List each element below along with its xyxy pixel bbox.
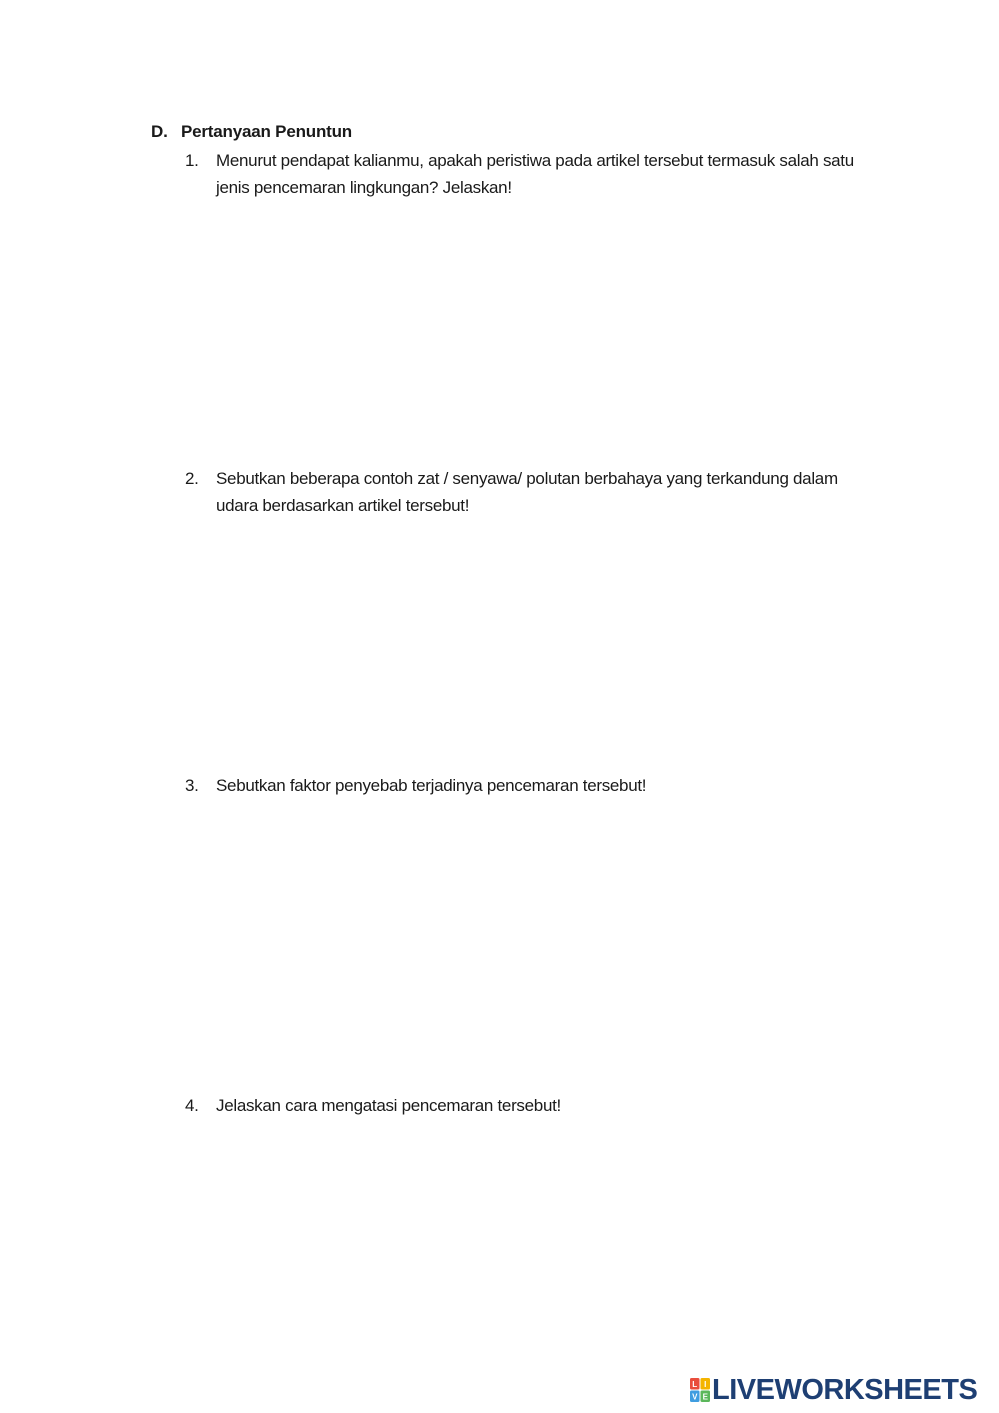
question-1 bbox=[185, 147, 875, 201]
question-3 bbox=[185, 772, 875, 799]
question-text: Menurut pendapat kalianmu, apakah peristiwa pada artikel tersebut termasuk salah satu jenis pencemaran lingkungan? Jelaskan! bbox=[216, 151, 854, 197]
question-2 bbox=[185, 465, 875, 519]
question-number: 1. bbox=[185, 151, 199, 170]
svg-text:E: E bbox=[702, 1392, 708, 1402]
svg-text:L: L bbox=[692, 1380, 698, 1389]
question-4 bbox=[185, 1092, 875, 1119]
section-title: Pertanyaan Penuntun bbox=[181, 122, 352, 141]
question-number: 4. bbox=[185, 1096, 199, 1115]
liveworksheets-logo-mark-icon bbox=[690, 1378, 710, 1402]
question-number: 3. bbox=[185, 776, 199, 795]
question-number: 2. bbox=[185, 469, 199, 488]
section-heading bbox=[151, 122, 352, 142]
question-text: Jelaskan cara mengatasi pencemaran tersebut! bbox=[216, 1096, 561, 1115]
question-text: Sebutkan beberapa contoh zat / senyawa/ polutan berbahaya yang terkandung dalam udara berdasarkan artikel tersebut! bbox=[216, 469, 838, 515]
svg-text:V: V bbox=[692, 1392, 698, 1402]
question-text: Sebutkan faktor penyebab terjadinya pencemaran tersebut! bbox=[216, 776, 647, 795]
svg-text:I: I bbox=[704, 1380, 707, 1389]
liveworksheets-logo bbox=[690, 1373, 977, 1407]
section-letter: D. bbox=[151, 122, 168, 141]
liveworksheets-logo-text: LIVEWORKSHEETS bbox=[712, 1373, 978, 1406]
